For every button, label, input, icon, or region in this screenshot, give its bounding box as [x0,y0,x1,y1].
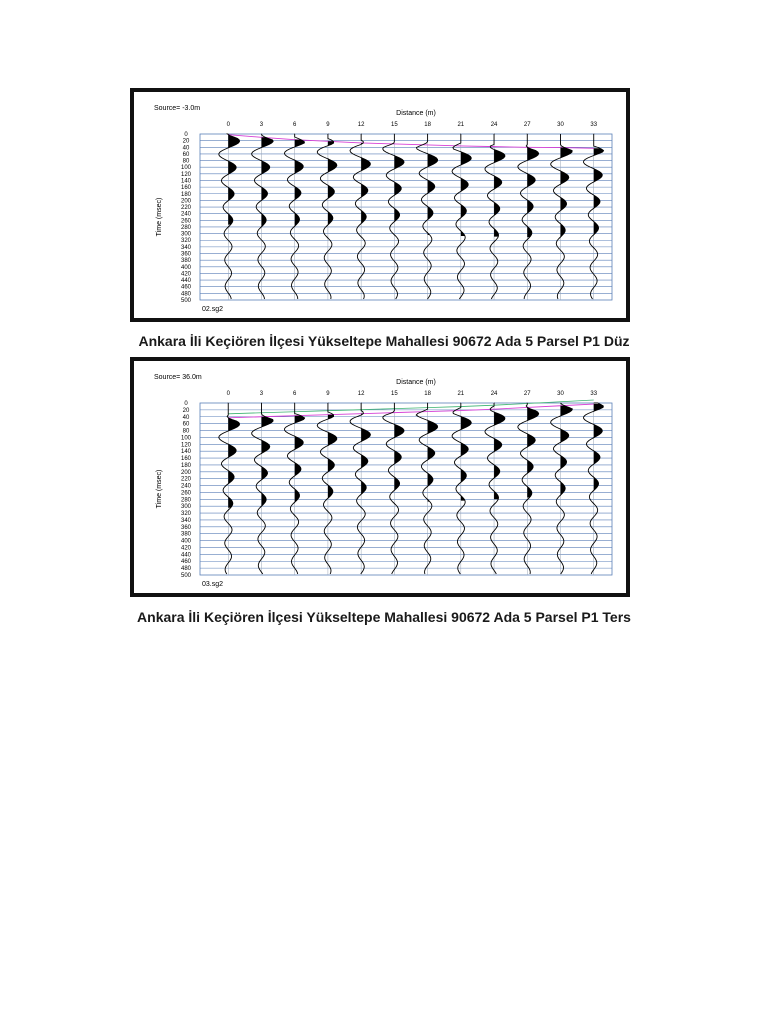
time-tick-label: 280 [180,224,192,231]
distance-tick-label: 15 [391,122,398,128]
file-label: 03.sg2 [202,581,224,588]
distance-tick-label: 33 [590,391,598,397]
time-tick-label: 40 [182,145,190,152]
time-tick-label: 40 [182,414,190,421]
distance-tick-label: 0 [226,391,230,397]
time-tick-label: 80 [182,158,190,165]
time-tick-label: 160 [180,456,192,463]
seismic-trace [350,403,370,574]
distance-tick-label: 27 [523,122,531,128]
distance-tick-label: 24 [490,122,498,128]
trace-wiggle-fill [594,148,604,238]
time-tick-label: 480 [180,566,192,573]
distance-axis-label: Distance (m) [396,110,436,117]
time-tick-label: 220 [180,476,192,483]
time-tick-label: 400 [180,264,192,271]
time-tick-label: 500 [180,298,192,304]
time-tick-label: 100 [180,435,192,442]
time-tick-label: 460 [180,559,192,566]
time-tick-label: 200 [180,469,192,476]
time-tick-label: 460 [180,284,192,291]
first-arrival-pick-line [228,404,593,418]
time-tick-label: 480 [180,291,192,298]
trace-wiggle-fill [461,411,471,501]
time-tick-label: 180 [180,462,192,469]
file-label: 02.sg2 [202,306,224,313]
distance-tick-label: 12 [357,122,365,128]
distance-tick-label: 12 [357,391,365,397]
distance-tick-label: 21 [457,391,465,397]
time-tick-label: 500 [180,573,192,579]
time-tick-label: 340 [180,244,192,251]
seismogram-plot [134,92,626,318]
distance-tick-label: 18 [424,122,431,128]
source-label: Source= 36.0m [154,374,202,381]
distance-tick-label: 30 [557,391,564,397]
distance-tick-label: 9 [326,391,330,397]
time-tick-label: 20 [182,138,190,145]
trace-wiggle-fill [561,406,573,496]
trace-wiggle-fill [295,140,305,230]
time-tick-label: 120 [180,171,192,178]
seismic-trace [317,403,337,574]
time-tick-label: 60 [182,421,190,428]
trace-wiggle-fill [328,141,337,231]
source-label: Source= -3.0m [154,105,201,112]
time-tick-label: 0 [184,132,188,138]
time-tick-label: 100 [180,165,192,172]
distance-tick-label: 0 [226,122,230,128]
seismic-trace [485,403,505,574]
figure-caption-direct: Ankara İli Keçiören İlçesi Yükseltepe Mahallesi 90672 Ada 5 Parsel P1 Düz [138,333,630,349]
time-tick-label: 260 [180,490,192,497]
time-tick-label: 340 [180,517,192,524]
distance-tick-label: 3 [259,391,264,397]
trace-wiggle-fill [461,146,471,236]
distance-tick-label: 27 [523,391,531,397]
time-tick-label: 400 [180,538,192,545]
distance-tick-label: 24 [490,391,498,397]
distance-tick-label: 15 [391,391,398,397]
seismic-trace [317,134,337,299]
seismic-trace [350,134,370,299]
time-tick-label: 260 [180,218,192,225]
time-tick-label: 380 [180,258,192,265]
trace-wiggle-fill [361,143,370,233]
trace-wiggle-fill [328,415,337,505]
distance-tick-label: 6 [293,391,297,397]
time-tick-label: 440 [180,552,192,559]
seismogram-plot [134,361,626,593]
distance-tick-label: 21 [457,122,465,128]
time-tick-label: 240 [180,483,192,490]
plot-frame [200,403,612,575]
time-tick-label: 360 [180,251,192,258]
seismic-figure-reverse [130,357,630,597]
time-axis-label: Time (msec) [156,469,163,509]
time-tick-label: 420 [180,271,192,278]
time-tick-label: 360 [180,524,192,531]
distance-tick-label: 3 [259,122,264,128]
time-tick-label: 320 [180,238,192,245]
trace-wiggle-fill [228,135,239,225]
distance-tick-label: 6 [293,122,297,128]
trace-wiggle-fill [494,147,505,237]
distance-tick-label: 33 [590,122,598,128]
trace-wiggle-fill [361,414,370,504]
seismic-trace [252,403,273,574]
time-tick-label: 420 [180,545,192,552]
time-tick-label: 300 [180,231,192,238]
time-tick-label: 160 [180,185,192,192]
seismic-figure-direct [130,88,630,322]
time-tick-label: 120 [180,442,192,449]
time-tick-label: 380 [180,531,192,538]
distance-axis-label: Distance (m) [396,379,436,386]
distance-tick-label: 9 [326,122,330,128]
time-tick-label: 60 [182,151,190,158]
trace-wiggle-fill [594,404,604,494]
trace-wiggle-fill [527,407,538,497]
time-tick-label: 180 [180,191,192,198]
time-tick-label: 220 [180,205,192,212]
time-tick-label: 280 [180,497,192,504]
time-tick-label: 240 [180,211,192,218]
time-tick-label: 0 [184,401,188,407]
time-tick-label: 300 [180,504,192,511]
distance-tick-label: 30 [557,122,564,128]
time-tick-label: 140 [180,449,192,456]
time-tick-label: 440 [180,278,192,285]
trace-wiggle-fill [561,148,573,238]
first-arrival-pick-line [228,135,593,149]
time-tick-label: 20 [182,407,190,414]
time-axis-label: Time (msec) [156,197,163,237]
time-tick-label: 200 [180,198,192,205]
time-tick-label: 140 [180,178,192,185]
figure-caption-reverse: Ankara İli Keçiören İlçesi Yükseltepe Mahallesi 90672 Ada 5 Parsel P1 Ters [137,609,631,625]
distance-tick-label: 18 [424,391,431,397]
time-tick-label: 320 [180,511,192,518]
seismic-trace [551,134,572,299]
time-tick-label: 80 [182,428,190,435]
seismic-trace [284,134,304,299]
trace-wiggle-fill [228,418,239,508]
